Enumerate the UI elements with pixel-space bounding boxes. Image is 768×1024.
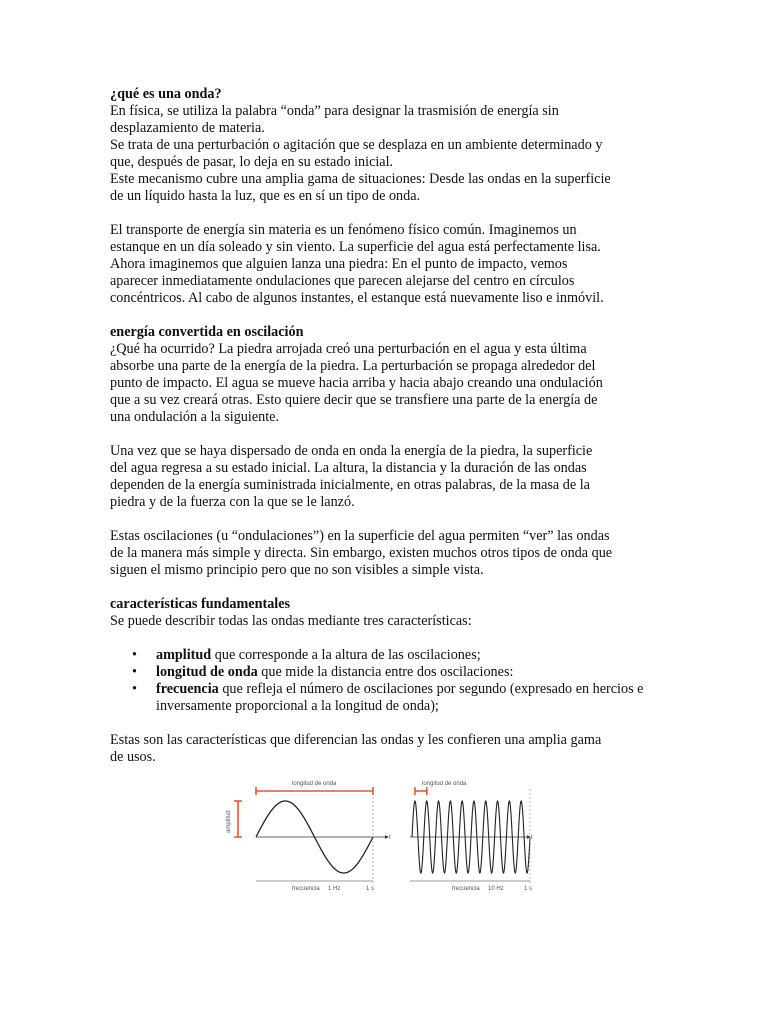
text-line: Estas son las características que diferencian las ondas y les confieren una amplia gama	[110, 732, 602, 748]
text-line: una ondulación a la siguiente.	[110, 409, 280, 425]
wave-panel-10hz	[410, 781, 533, 892]
wavelength-marker	[415, 787, 427, 795]
document-page	[110, 86, 665, 766]
text-line: siguen el mismo principio pero que no son visibles a simple vista.	[110, 562, 484, 578]
text-line: de la manera más simple y directa. Sin embargo, existen muchos otros tipos de onda que	[110, 545, 613, 561]
text-line: que, después de pasar, lo deja en su estado inicial.	[110, 154, 394, 170]
list-item-term: frecuencia	[156, 681, 219, 697]
list-item	[110, 664, 665, 681]
list-item-text: que mide la distancia entre dos oscilaciones:	[257, 664, 514, 680]
time-axis-label: t	[389, 835, 391, 841]
wave-diagram	[200, 775, 560, 900]
text-line: Una vez que se haya dispersado de onda en onda la energía de la piedra, la superficie	[110, 443, 593, 459]
text-line: estanque en un día soleado y sin viento. La superficie del agua está perfectamente lisa.	[110, 239, 601, 255]
frequency-value: 10 Hz	[488, 886, 504, 892]
text-line: aparecer inmediatamente ondulaciones que parecen alejarse del centro en círculos	[110, 273, 575, 289]
duration-label: 1 s	[524, 886, 533, 892]
section-title-energia: energía convertida en oscilación	[110, 324, 304, 340]
bullet-icon: •	[132, 681, 137, 697]
text-line: de usos.	[110, 749, 156, 765]
sine-wave-10hz	[412, 801, 530, 873]
text-line: Ahora imaginemos que alguien lanza una piedra: En el punto de impacto, vemos	[110, 256, 568, 272]
text-line: El transporte de energía sin materia es un fenómeno físico común. Imaginemos un	[110, 222, 577, 238]
wavelength-label: longitud de onda	[422, 781, 467, 787]
text-line: desplazamiento de materia.	[110, 120, 265, 136]
text-line: Este mecanismo cubre una amplia gama de situaciones: Desde las ondas en la superficie	[110, 171, 611, 187]
time-axis-label: t	[531, 835, 533, 841]
section-intro: Se puede describir todas las ondas mediante tres características:	[110, 613, 472, 629]
list-item-term: longitud de onda	[156, 664, 258, 680]
duration-label: 1 s	[366, 886, 375, 892]
text-line: concéntricos. Al cabo de algunos instantes, el estanque está nuevamente liso e inmóvil.	[110, 290, 604, 306]
frequency-label: frecuencia	[452, 886, 480, 892]
text-line: del agua regresa a su estado inicial. La altura, la distancia y la duración de las ondas	[110, 460, 587, 476]
list-item	[110, 681, 665, 715]
wave-diagram-figure	[200, 775, 560, 900]
text-line: Se trata de una perturbación o agitación que se desplaza en un ambiente determinado y	[110, 137, 603, 153]
frequency-label: frecuencia	[292, 886, 320, 892]
characteristics-list	[110, 647, 665, 715]
text-line: de un líquido hasta la luz, que es en sí un tipo de onda.	[110, 188, 421, 204]
bullet-icon: •	[132, 647, 137, 663]
wave-panel-1hz	[226, 781, 391, 892]
amplitude-label: amplitud	[226, 810, 232, 833]
text-line: dependen de la energía suministrada inicialmente, en otras palabras, de la masa de la	[110, 477, 590, 493]
text-line: piedra y de la fuerza con la que se le lanzó.	[110, 494, 355, 510]
list-item-term: amplitud	[156, 647, 212, 663]
section-title-que-es-una-onda: ¿qué es una onda?	[110, 86, 222, 102]
frequency-value: 1 Hz	[328, 886, 341, 892]
text-line: absorbe una parte de la energía de la piedra. La perturbación se propaga alrededor del	[110, 358, 596, 374]
section-title-caracteristicas: características fundamentales	[110, 596, 291, 612]
text-line: En física, se utiliza la palabra “onda” para designar la trasmisión de energía sin	[110, 103, 559, 119]
amplitude-marker	[234, 801, 242, 837]
list-item-text: que corresponde a la altura de las oscilaciones;	[211, 647, 481, 663]
text-line: Estas oscilaciones (u “ondulaciones”) en la superficie del agua permiten “ver” las ondas	[110, 528, 610, 544]
text-line: que a su vez creará otras. Esto quiere decir que se transfiere una parte de la energía de	[110, 392, 598, 408]
text-line: ¿Qué ha ocurrido? La piedra arrojada creó una perturbación en el agua y esta última	[110, 341, 587, 357]
wavelength-label: longitud de onda	[292, 781, 337, 787]
list-item	[110, 647, 665, 664]
list-item-text: que refleja el número de oscilaciones por segundo (expresado en hercios e inversamente proporcional a la longitud de onda);	[156, 681, 644, 714]
bullet-icon: •	[132, 664, 137, 680]
wavelength-marker	[256, 787, 373, 795]
text-line: punto de impacto. El agua se mueve hacia arriba y hacia abajo creando una ondulación	[110, 375, 603, 391]
